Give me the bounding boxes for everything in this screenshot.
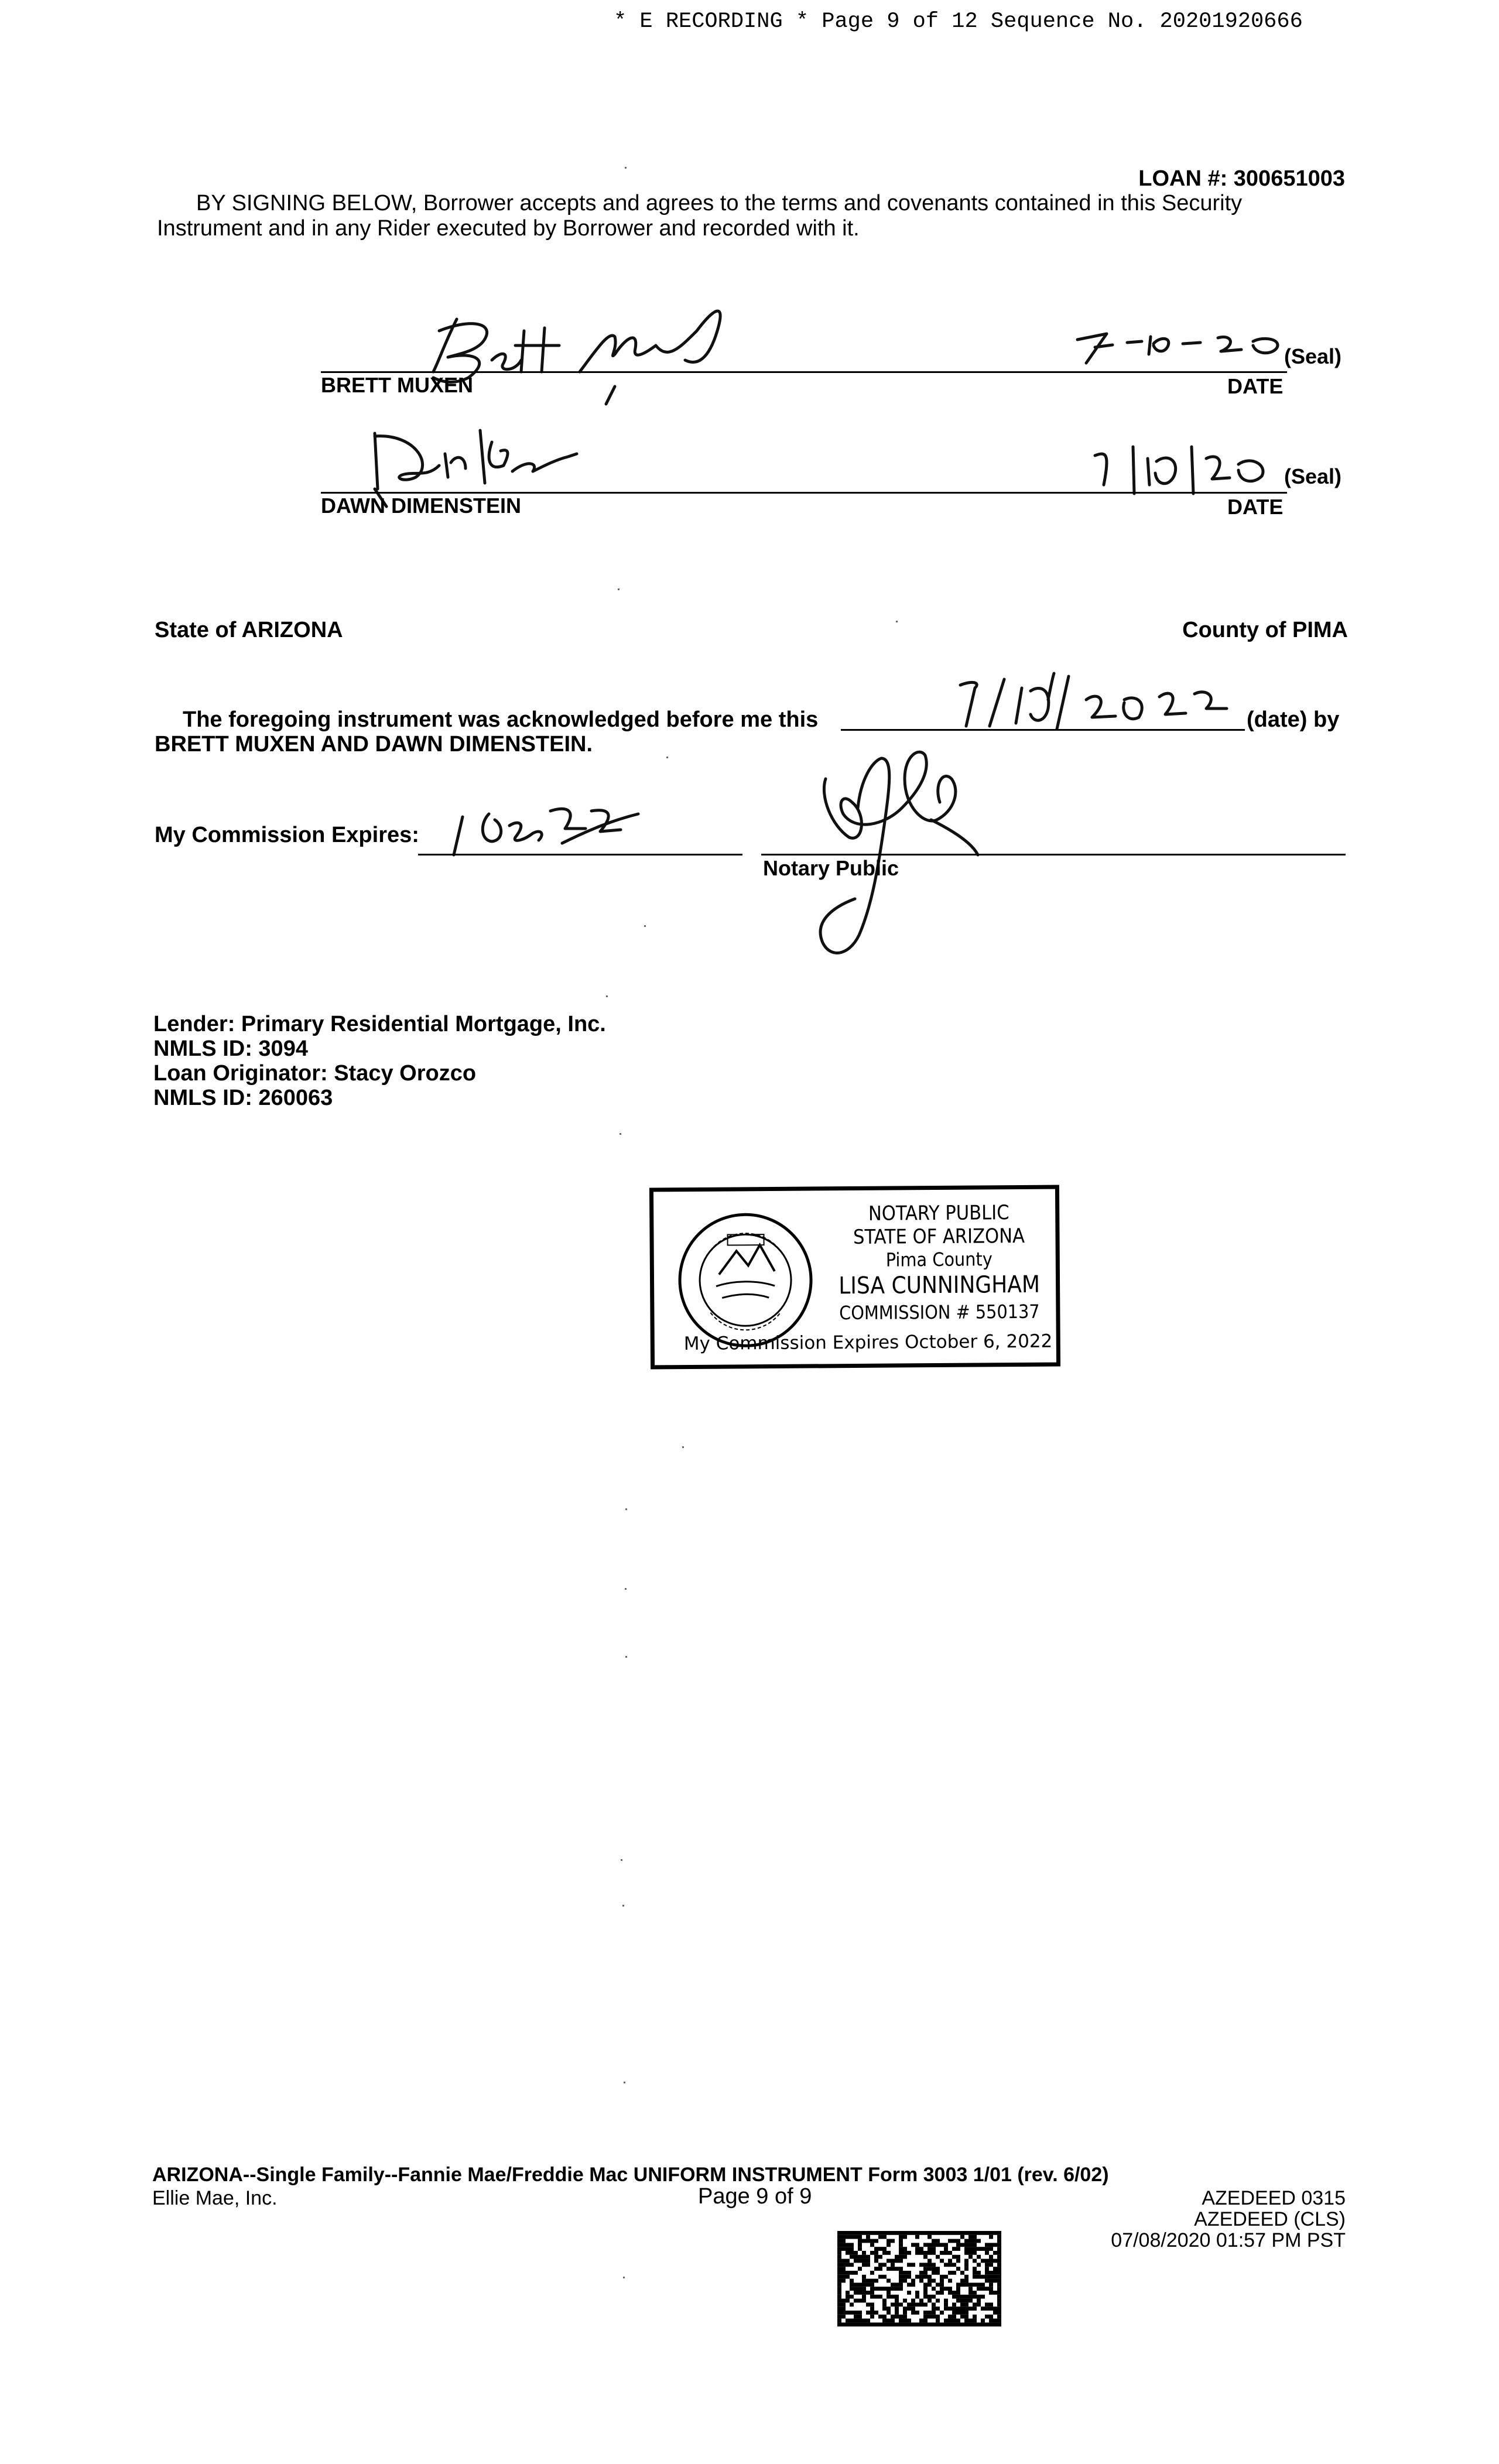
commission-label: My Commission Expires:	[155, 823, 419, 847]
commission-expires-handwritten	[445, 793, 644, 858]
lender-name: Lender: Primary Residential Mortgage, Inc.	[153, 1012, 606, 1036]
form-title: ARIZONA--Single Family--Fannie Mae/Freddie Mac UNIFORM INSTRUMENT Form 3003 1/01 (rev. 6/02)	[152, 2164, 1109, 2186]
notary-signature-line	[761, 854, 1346, 855]
signer-name-2: DAWN DIMENSTEIN	[321, 494, 521, 518]
signer-name-1: BRETT MUXEN	[321, 373, 473, 397]
intro-line-1: BY SIGNING BELOW, Borrower accepts and agrees to the terms and covenants contained in this Security	[196, 191, 1243, 215]
stamp-line-6: My Commission Expires October 6, 2022	[683, 1330, 1053, 1355]
notary-stamp	[649, 1185, 1060, 1370]
stamp-line-5: COMMISSION # 550137	[839, 1300, 1040, 1325]
page-number: Page 9 of 9	[698, 2184, 812, 2209]
originator-nmls-id: NMLS ID: 260063	[153, 1086, 333, 1110]
state-label: State of ARIZONA	[155, 618, 343, 642]
seal-label-1: (Seal)	[1284, 344, 1342, 368]
date-label-2: DATE	[1227, 495, 1284, 519]
stamp-line-4: LISA CUNNINGHAM	[839, 1271, 1041, 1300]
footer-code-1: AZEDEED 0315	[1202, 2187, 1346, 2209]
barcode-icon	[837, 2231, 1001, 2328]
stamp-line-2: STATE OF ARIZONA	[853, 1224, 1025, 1250]
notary-public-label: Notary Public	[763, 856, 899, 880]
lender-nmls-id: NMLS ID: 3094	[153, 1036, 308, 1061]
date-handwritten-2	[1086, 438, 1291, 497]
publisher: Ellie Mae, Inc.	[152, 2187, 278, 2209]
loan-number: LOAN #: 300651003	[1138, 166, 1345, 191]
commission-line	[418, 854, 742, 855]
stamp-line-3: Pima County	[885, 1248, 993, 1271]
arizona-state-seal-icon	[675, 1209, 816, 1351]
footer-code-2: AZEDEED (CLS)	[1194, 2208, 1346, 2230]
acknowledgement-date-suffix: (date) by	[1247, 707, 1340, 732]
acknowledgement-text: The foregoing instrument was acknowledged before me this	[183, 707, 819, 732]
intro-line-2: Instrument and in any Rider executed by Borrower and recorded with it.	[157, 216, 860, 241]
loan-originator: Loan Originator: Stacy Orozco	[153, 1061, 477, 1086]
date-handwritten-1	[1072, 319, 1306, 372]
seal-label-2: (Seal)	[1284, 464, 1342, 488]
acknowledgement-date-line	[841, 729, 1245, 731]
stamp-line-1: NOTARY PUBLIC	[868, 1201, 1009, 1226]
acknowledgement-date-handwritten	[949, 668, 1253, 732]
county-label: County of PIMA	[1182, 618, 1348, 642]
date-label-1: DATE	[1227, 374, 1284, 398]
footer-timestamp: 07/08/2020 01:57 PM PST	[1111, 2229, 1346, 2251]
recording-header: * E RECORDING * Page 9 of 12 Sequence No. 20201920666	[614, 9, 1303, 34]
acknowledgement-names: BRETT MUXEN AND DAWN DIMENSTEIN.	[155, 732, 593, 757]
